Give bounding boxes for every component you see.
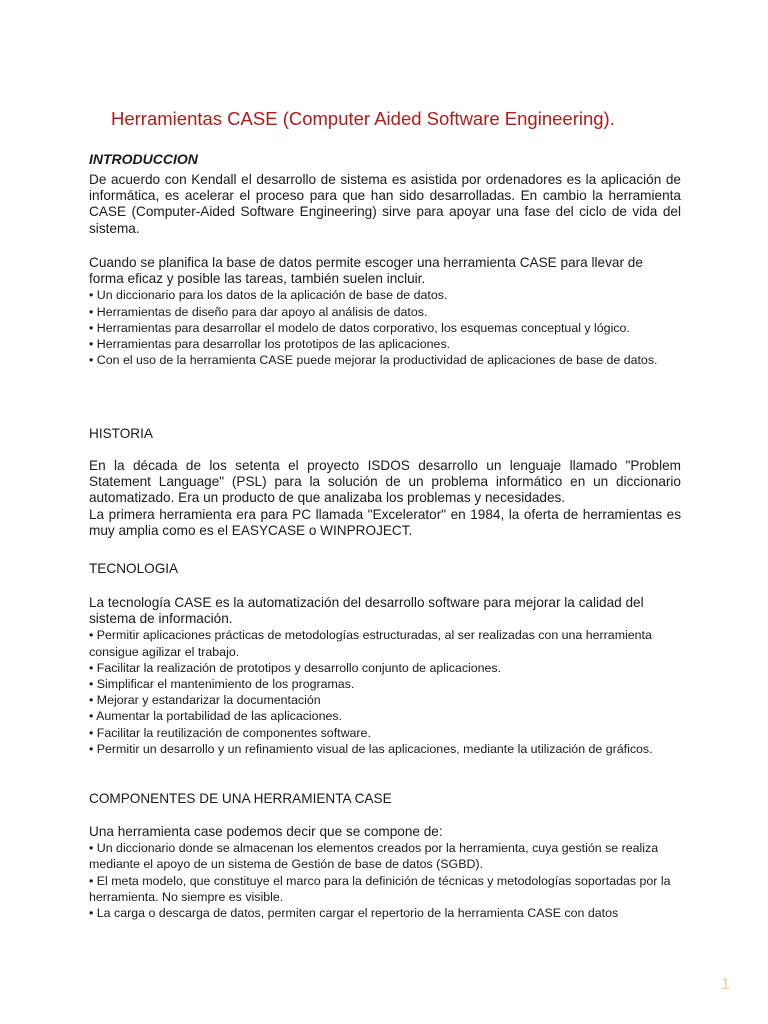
introduccion-paragraph-1: De acuerdo con Kendall el desarrollo de sistema es asistida por ordenadores es la aplicación de informática, es acelerar el proceso para que han sido desarrolladas. En cambio la herramienta CASE (Computer-Aided Software Engineering) sirve para apoyar una fase del ciclo de vida del sistema. [89,172,681,236]
componentes-paragraph: Una herramienta case podemos decir que se compone de: [89,824,443,839]
introduccion-bullet: • Herramientas para desarrollar el modelo de datos corporativo, los esquemas conceptual y lógico. [89,320,630,335]
tecnologia-bullet: • Mejorar y estandarizar la documentación [89,693,321,708]
componentes-bullet: • La carga o descarga de datos, permiten cargar el repertorio de la herramienta CASE con datos [89,906,619,921]
tecnologia-heading: TECNOLOGIA [89,561,179,576]
introduccion-heading: INTRODUCCION [89,151,198,167]
document-title: Herramientas CASE (Computer Aided Software Engineering). [111,108,615,129]
historia-section [89,458,681,539]
introduccion-bullet: • Con el uso de la herramienta CASE puede mejorar la productividad de aplicaciones de base de datos. [89,353,658,368]
tecnologia-paragraph: La tecnología CASE es la automatización del desarrollo software para mejorar la calidad del sistema de información. [89,595,644,627]
page-number: 1 [721,976,730,993]
introduccion-bullet: • Un diccionario para los datos de la aplicación de base de datos. [89,288,448,303]
tecnologia-bullet: • Permitir aplicaciones prácticas de metodologías estructuradas, al ser realizadas con una herramienta consigue agilizar el trabajo. [89,628,652,659]
componentes-bullet: • Un diccionario donde se almacenan los elementos creados por la herramienta, cuya gestión se realiza mediante el apoyo de un sistema de Gestión de base de datos (SGBD). [89,841,659,872]
tecnologia-bullet: • Facilitar la realización de prototipos y desarrollo conjunto de aplicaciones. [89,660,502,675]
componentes-heading: COMPONENTES DE UNA HERRAMIENTA CASE [89,791,392,806]
tecnologia-bullet: • Facilitar la reutilización de componentes software. [89,725,371,740]
componentes-section [89,824,681,921]
tecnologia-bullet: • Aumentar la portabilidad de las aplicaciones. [89,709,342,724]
introduccion-section [89,172,681,237]
tecnologia-bullet: • Permitir un desarrollo y un refinamiento visual de las aplicaciones, mediante la utilización de gráficos. [89,741,653,756]
componentes-bullet: • El meta modelo, que constituye el marco para la definición de técnicas y metodologías soportadas por la herramienta. No siempre es visible. [89,873,671,904]
tecnologia-section [89,595,681,757]
historia-heading: HISTORIA [89,426,153,441]
introduccion-bullet: • Herramientas de diseño para dar apoyo al análisis de datos. [89,304,428,319]
historia-paragraph-2: La primera herramienta era para PC llamada "Excelerator" en 1984, la oferta de herramientas es muy amplia como es el EASYCASE o WINPROJECT. [89,506,681,538]
introduccion-bullet: • Herramientas para desarrollar los prototipos de las aplicaciones. [89,337,451,352]
introduccion-list-section [89,255,681,368]
tecnologia-bullet: • Simplificar el mantenimiento de los programas. [89,677,355,692]
introduccion-paragraph-2: Cuando se planifica la base de datos permite escoger una herramienta CASE para llevar de forma eficaz y posible las tareas, también suelen incluir. [89,255,643,287]
historia-paragraph-1: En la década de los setenta el proyecto ISDOS desarrollo un lenguaje llamado "Problem Statement Language" (PSL) para la solución de un problema informático en un diccionario automatizado. Era un producto de que analizaba los problemas y necesidades. [89,458,681,506]
